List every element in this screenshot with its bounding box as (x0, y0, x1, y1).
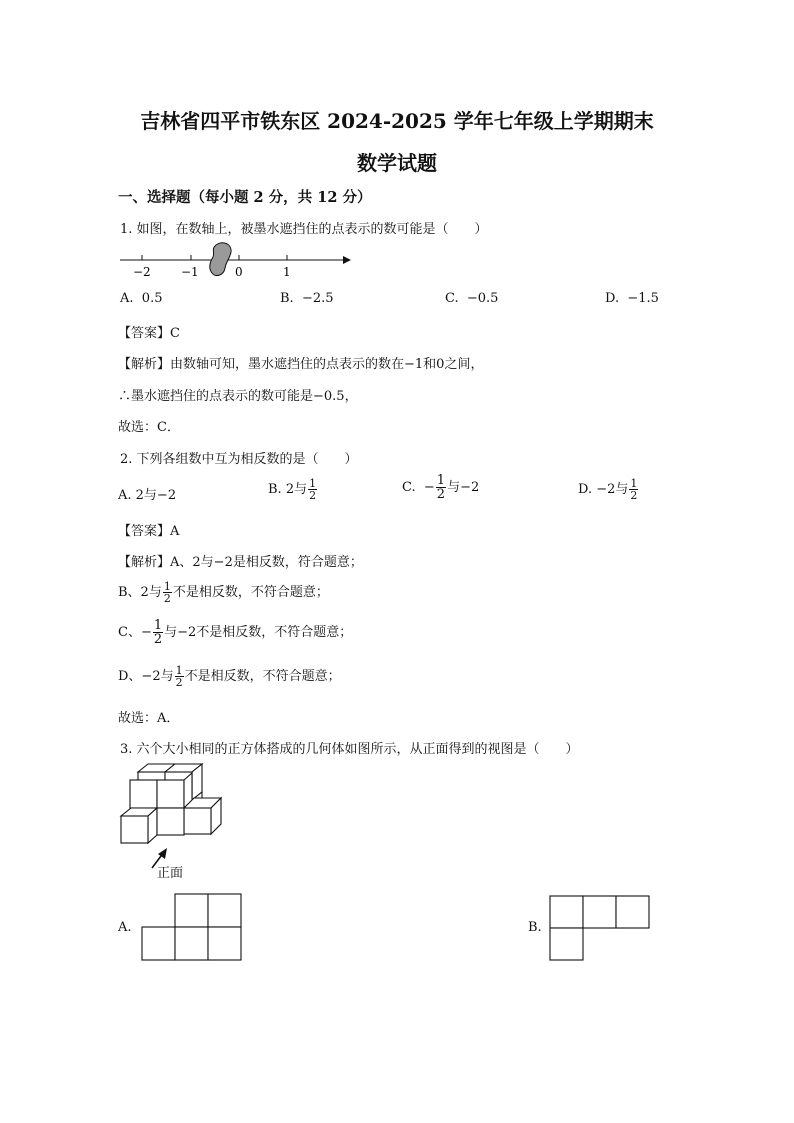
fraction-half (308, 478, 317, 501)
fraction-numerator: 1 (436, 473, 446, 488)
front-view-label: 正面 (157, 866, 184, 881)
fraction-numerator: 1 (630, 477, 638, 490)
q2-analysis-c (118, 619, 352, 646)
q2-option-c-text: 与−2 (447, 480, 480, 495)
q3-option-a-letter: A. (118, 920, 132, 935)
q1-answer-label: 【答案】 (118, 326, 171, 341)
q2-option-c-sign: − (423, 480, 435, 495)
q2-option-d (578, 478, 639, 501)
q1-option-b: −2.5 (301, 291, 334, 306)
q2-stem: 2. 下列各组数中互为相反数的是（ ） (120, 452, 358, 467)
q1-analysis-label: 【解析】 (118, 357, 171, 372)
fraction-numerator: 1 (309, 477, 317, 490)
q2-analysis-b-post: 不是相反数，不符合题意； (172, 585, 329, 600)
fraction-numerator: 1 (163, 580, 171, 593)
q1-option-d-letter: D. (605, 291, 620, 306)
fraction-denominator: 2 (309, 489, 317, 502)
q2-analysis-label: 【解析】 (118, 555, 171, 570)
q2-analysis-b-pre: B、2与 (118, 585, 162, 600)
fraction-half (436, 474, 446, 501)
section-heading: 一、选择题（每小题 2 分，共 12 分） (118, 189, 372, 206)
page-subtitle: 数学试题 (357, 151, 437, 175)
q3-option-b-letter: B. (528, 920, 542, 935)
number-line-figure (115, 240, 355, 282)
tick-label: 1 (283, 265, 291, 279)
q3-option-a-view (140, 892, 244, 962)
axis-arrow-icon (343, 256, 351, 264)
tick-label: 0 (235, 265, 243, 279)
q1-option-a-letter: A. (120, 291, 134, 306)
page-title: 吉林省四平市铁东区 2024-2025 学年七年级上学期期末 (140, 109, 654, 133)
q2-option-a: A. 2与−2 (118, 488, 177, 503)
ink-blot-icon (210, 243, 231, 276)
q1-option-d: −1.5 (627, 291, 659, 306)
q1-stem: 1. 如图，在数轴上，被墨水遮挡住的点表示的数可能是（ ） (120, 222, 488, 237)
q1-analysis-line1: 由数轴可知，墨水遮挡住的点表示的数在−1和0之间， (170, 357, 484, 372)
q2-analysis-c-pre: C、− (118, 625, 152, 640)
fraction-denominator: 2 (436, 487, 446, 502)
q2-answer-label: 【答案】 (118, 524, 171, 539)
fraction-numerator: 1 (175, 664, 183, 677)
q2-answer: A (170, 524, 180, 539)
q2-option-d-text: D. −2与 (578, 482, 629, 497)
q1-option-a: 0.5 (141, 291, 163, 306)
q2-option-c (402, 474, 479, 501)
q2-analysis-a: A、2与−2是相反数，符合题意； (170, 555, 363, 570)
q2-analysis-b (118, 581, 329, 604)
fraction-denominator: 2 (153, 632, 163, 647)
q2-analysis-d-post: 不是相反数，不符合题意； (184, 669, 341, 684)
q2-analysis-d-pre: D、−2与 (118, 669, 174, 684)
tick-label: −1 (181, 265, 199, 279)
fraction-denominator: 2 (175, 676, 183, 689)
q2-option-c-letter: C. (402, 480, 416, 495)
q1-option-c: −0.5 (466, 291, 499, 306)
q3-option-b-view (548, 894, 652, 962)
fraction-half (175, 665, 184, 688)
tick-label: −2 (133, 265, 151, 279)
fraction-half (163, 581, 172, 604)
q2-conclusion: 故选：A． (118, 711, 180, 726)
q3-stem: 3. 六个大小相同的正方体搭成的几何体如图所示，从正面得到的视图是（ ） (120, 742, 579, 757)
q1-analysis-line2: ∴墨水遮挡住的点表示的数可能是−0.5， (118, 389, 358, 404)
fraction-half (153, 619, 163, 646)
q1-option-b-letter: B. (280, 291, 294, 306)
fraction-numerator: 1 (153, 618, 163, 633)
q2-analysis-c-post: 与−2不是相反数，不符合题意； (164, 625, 353, 640)
q1-answer: C (170, 326, 180, 341)
q1-option-c-letter: C. (445, 291, 459, 306)
q2-analysis-d (118, 665, 341, 688)
q2-option-b (268, 478, 318, 501)
q1-conclusion: 故选：C． (118, 420, 180, 435)
fraction-denominator: 2 (630, 489, 638, 502)
fraction-denominator: 2 (163, 592, 171, 605)
q2-option-b-text: B. 2与 (268, 482, 308, 497)
fraction-half (629, 478, 638, 501)
